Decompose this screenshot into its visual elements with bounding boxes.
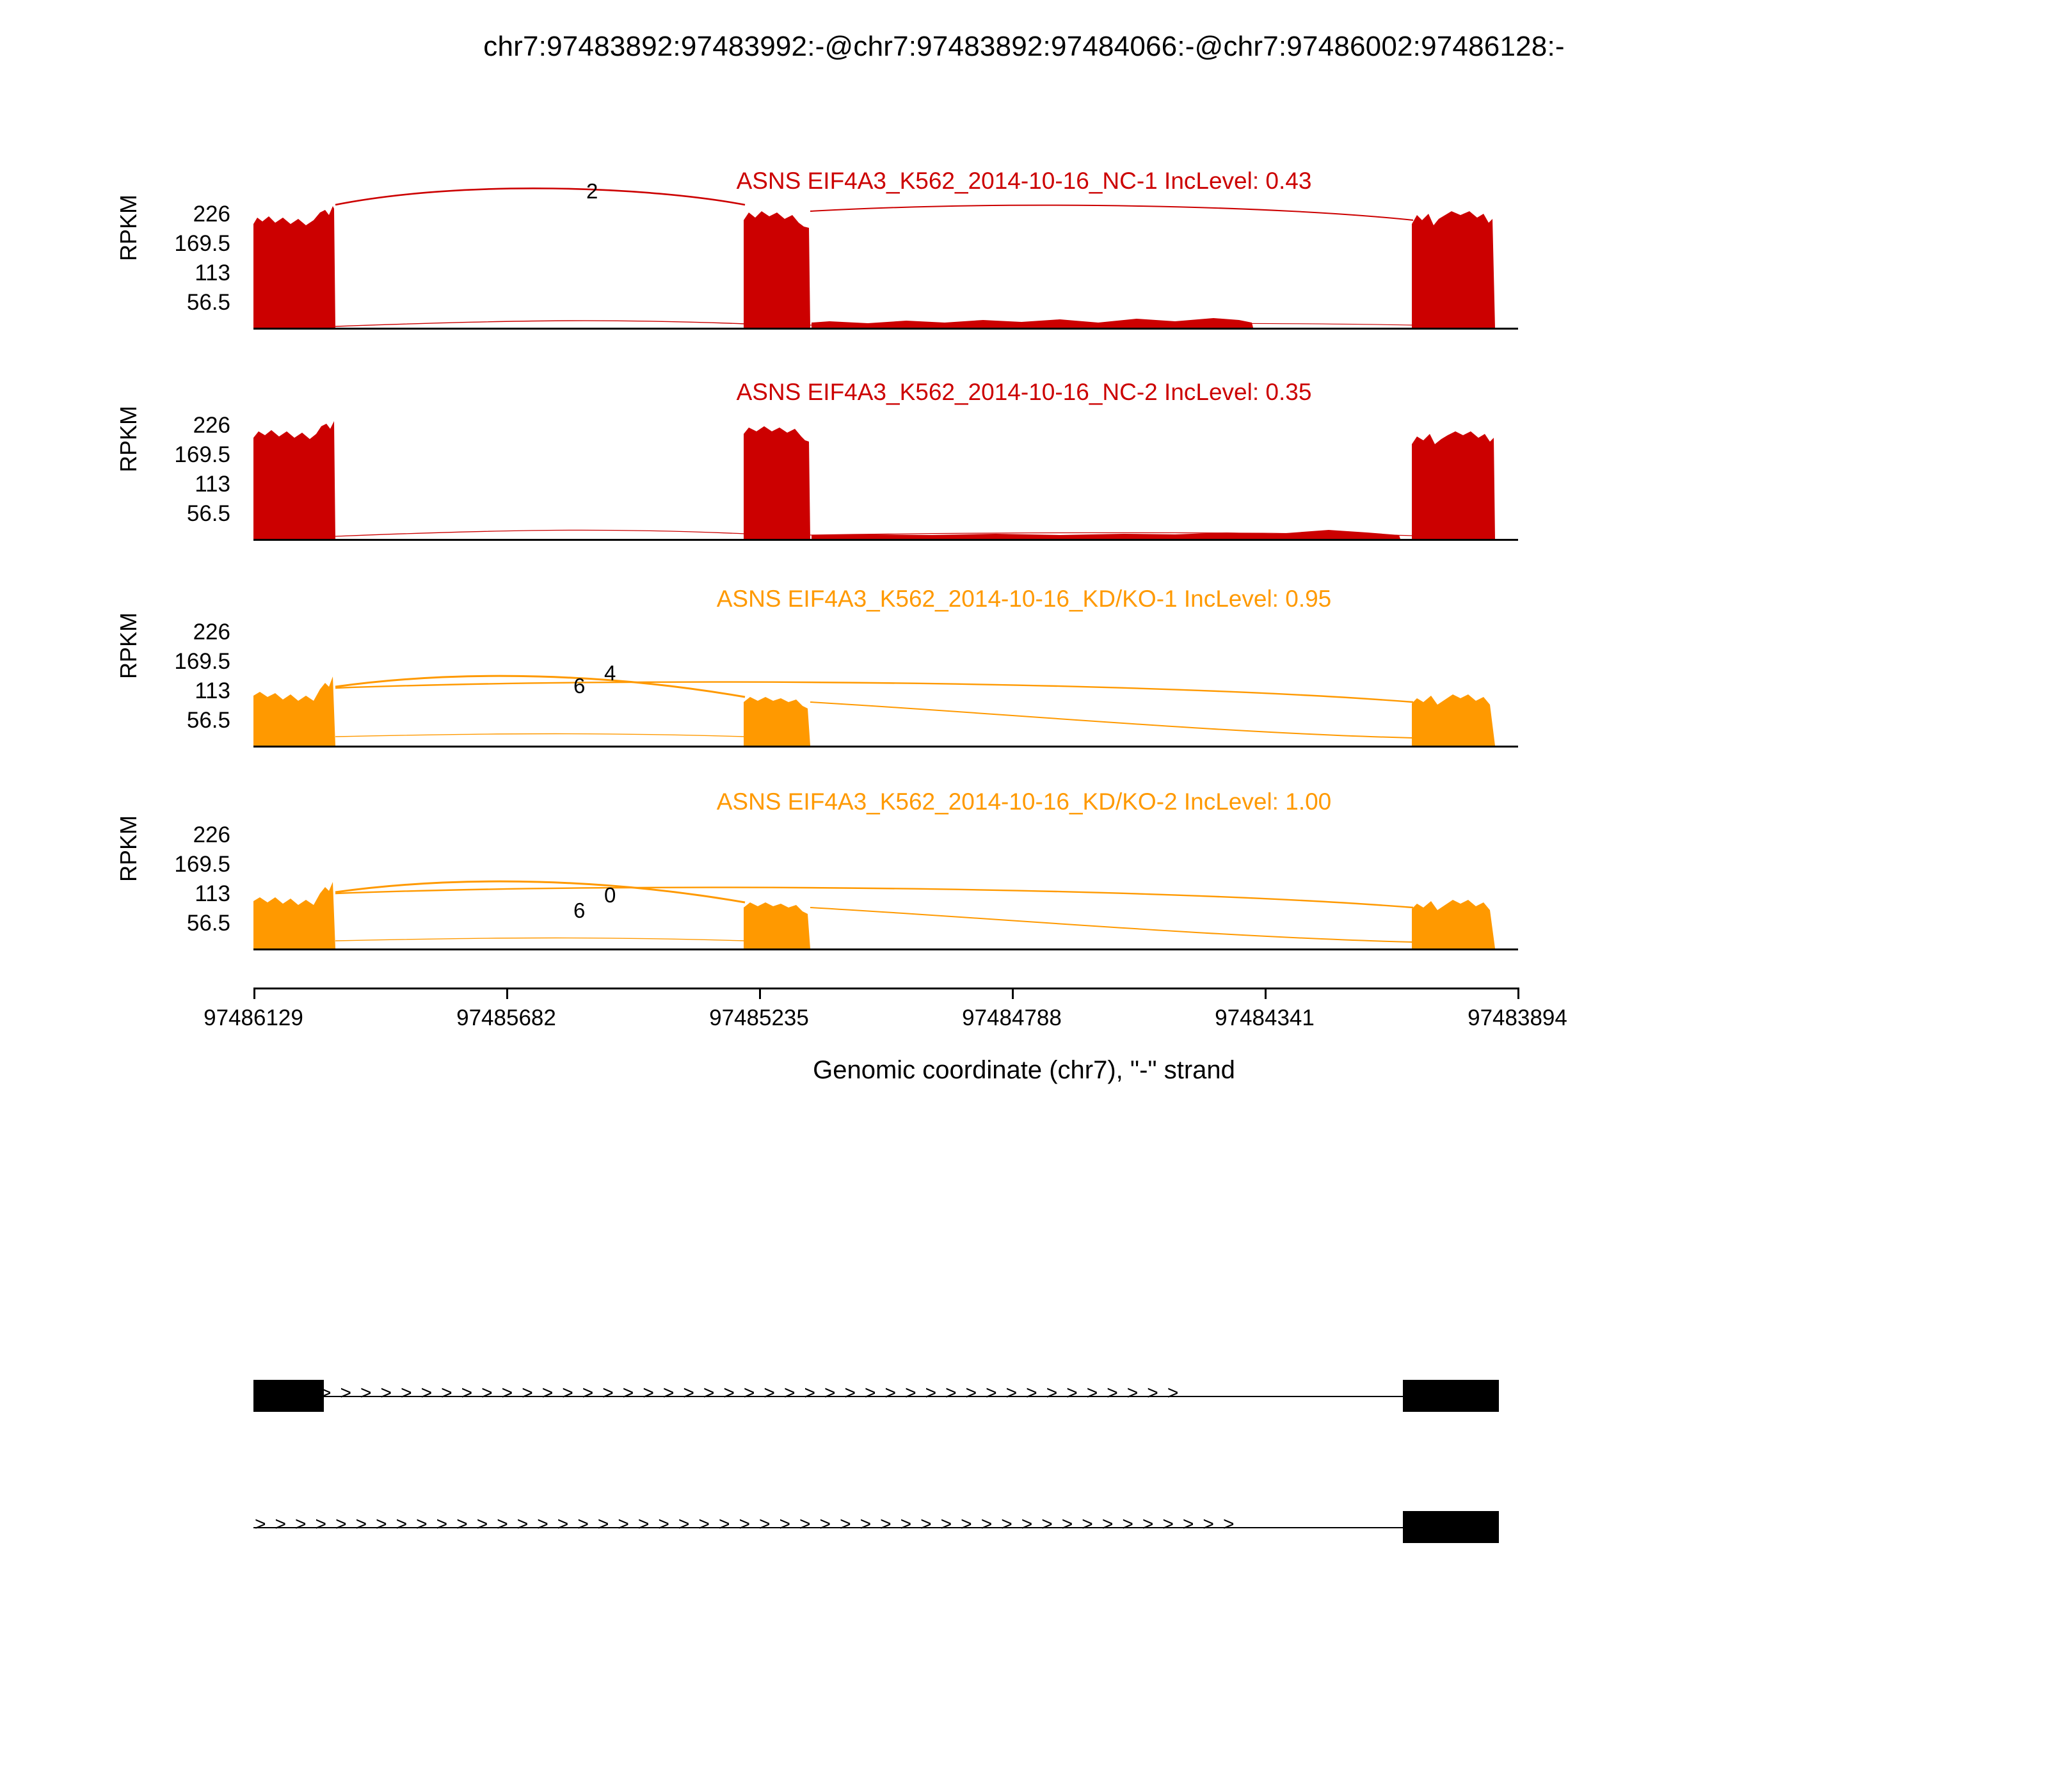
junction-arc-4: [810, 702, 1413, 738]
coverage-svg: [253, 398, 1518, 539]
junction-arc-2: [335, 734, 745, 737]
y-axis-label: RPKM: [115, 194, 141, 261]
coverage-block-exon3: [1412, 694, 1495, 746]
y-tick-226: 226: [193, 822, 230, 847]
x-tick-label: 97486129: [204, 1005, 303, 1030]
plot-area: [253, 605, 1518, 746]
track-baseline: [253, 948, 1518, 950]
coverage-track-nc-2: [0, 379, 2048, 558]
junction-arc-2: [335, 321, 745, 326]
y-tick-113: 113: [195, 678, 230, 703]
track-label: ASNS EIF4A3_K562_2014-10-16_NC-2 IncLevel: 0.35: [736, 379, 1312, 405]
junction-arc-3: [810, 205, 1413, 220]
x-tick-mark: [1012, 988, 1014, 999]
coverage-block-exon2: [744, 211, 810, 328]
junction-read-count: 2: [586, 179, 598, 203]
coverage-block-exon3: [1412, 900, 1495, 948]
coverage-block-exon2: [744, 902, 810, 948]
strand-arrows: >>>>>>>>>>>>>>>>>>>>>>>>>>>>>>>>>>>>>>>>>>>>>>>>>: [255, 1515, 1244, 1534]
x-tick-mark: [506, 988, 508, 999]
junction-read-count: 0: [604, 883, 616, 907]
coverage-track-nc-1: [0, 168, 2048, 347]
x-tick-mark: [253, 988, 255, 999]
junction-read-count: 6: [573, 674, 586, 698]
y-tick-113: 113: [195, 472, 230, 497]
y-tick-56: 56.5: [186, 911, 230, 936]
exon-box: [253, 1380, 324, 1412]
coverage-block-exon2: [744, 426, 810, 539]
y-axis-label: RPKM: [115, 815, 141, 882]
junction-arc-2: [335, 938, 745, 941]
track-label: ASNS EIF4A3_K562_2014-10-16_KD/KO-2 IncLevel: 1.00: [716, 788, 1332, 815]
x-axis-line: [253, 988, 1518, 989]
x-tick-label: 97485682: [456, 1005, 556, 1030]
y-axis-label: RPKM: [115, 612, 141, 679]
track-label: ASNS EIF4A3_K562_2014-10-16_NC-1 IncLevel: 0.43: [736, 168, 1312, 194]
junction-arc-4: [810, 908, 1413, 942]
coverage-track-kd-1: [0, 586, 2048, 765]
junction-arc-1: [335, 188, 745, 205]
junction-arc-1: [335, 530, 745, 536]
junction-arc-3: [335, 682, 1413, 702]
coverage-svg: [253, 605, 1518, 746]
track-baseline: [253, 746, 1518, 748]
x-tick-label: 97485235: [709, 1005, 809, 1030]
y-tick-169: 169.5: [174, 649, 230, 674]
track-baseline: [253, 328, 1518, 330]
coverage-block-exon1: [253, 882, 335, 948]
y-tick-226: 226: [193, 202, 230, 227]
y-tick-56: 56.5: [186, 290, 230, 315]
page-title: chr7:97483892:97483992:-@chr7:97483892:97484066:-@chr7:97486002:97486128:-: [483, 31, 1565, 62]
transcript-model-1: [0, 1376, 2048, 1414]
coverage-block-exon1: [253, 206, 335, 328]
coverage-block-exon1: [253, 421, 335, 539]
plot-area: [253, 398, 1518, 539]
x-tick-mark: [1517, 988, 1519, 999]
x-tick-label: 97484788: [962, 1005, 1062, 1030]
coverage-block-exon2: [744, 697, 810, 746]
coverage-svg: [253, 808, 1518, 948]
y-tick-169: 169.5: [174, 231, 230, 256]
y-tick-56: 56.5: [186, 708, 230, 733]
plot-area: [253, 808, 1518, 948]
y-tick-226: 226: [193, 413, 230, 438]
coverage-track-kd-2: [0, 788, 2048, 968]
x-axis: [0, 988, 2048, 1064]
y-tick-113: 113: [195, 881, 230, 906]
strand-arrows: >>>>>>>>>>>>>>>>>>>>>>>>>>>>>>>>>>>>>>>>>>>: [320, 1384, 1188, 1403]
y-axis-label: RPKM: [115, 405, 141, 472]
y-tick-56: 56.5: [186, 501, 230, 526]
junction-arc-3: [335, 888, 1413, 908]
coverage-block-exon3: [1412, 431, 1495, 539]
exon-box: [1403, 1511, 1499, 1543]
x-tick-mark: [759, 988, 761, 999]
junction-read-count: 4: [604, 661, 616, 685]
y-tick-169: 169.5: [174, 442, 230, 467]
track-label: ASNS EIF4A3_K562_2014-10-16_KD/KO-1 IncLevel: 0.95: [716, 586, 1332, 612]
exon-box: [1403, 1380, 1499, 1412]
x-tick-label: 97483894: [1468, 1005, 1567, 1030]
y-tick-226: 226: [193, 620, 230, 644]
y-tick-169: 169.5: [174, 852, 230, 877]
coverage-svg: [253, 187, 1518, 328]
track-baseline: [253, 539, 1518, 541]
junction-read-count: 6: [573, 899, 586, 922]
coverage-block-exon1: [253, 676, 335, 746]
transcript-model-2: [0, 1507, 2048, 1546]
coverage-block-exon3: [1412, 211, 1495, 328]
coverage-block-intron-reads: [812, 530, 1400, 539]
x-tick-mark: [1265, 988, 1267, 999]
x-tick-label: 97484341: [1215, 1005, 1315, 1030]
x-axis-title: Genomic coordinate (chr7), "-" strand: [813, 1056, 1235, 1084]
y-tick-113: 113: [195, 260, 230, 285]
